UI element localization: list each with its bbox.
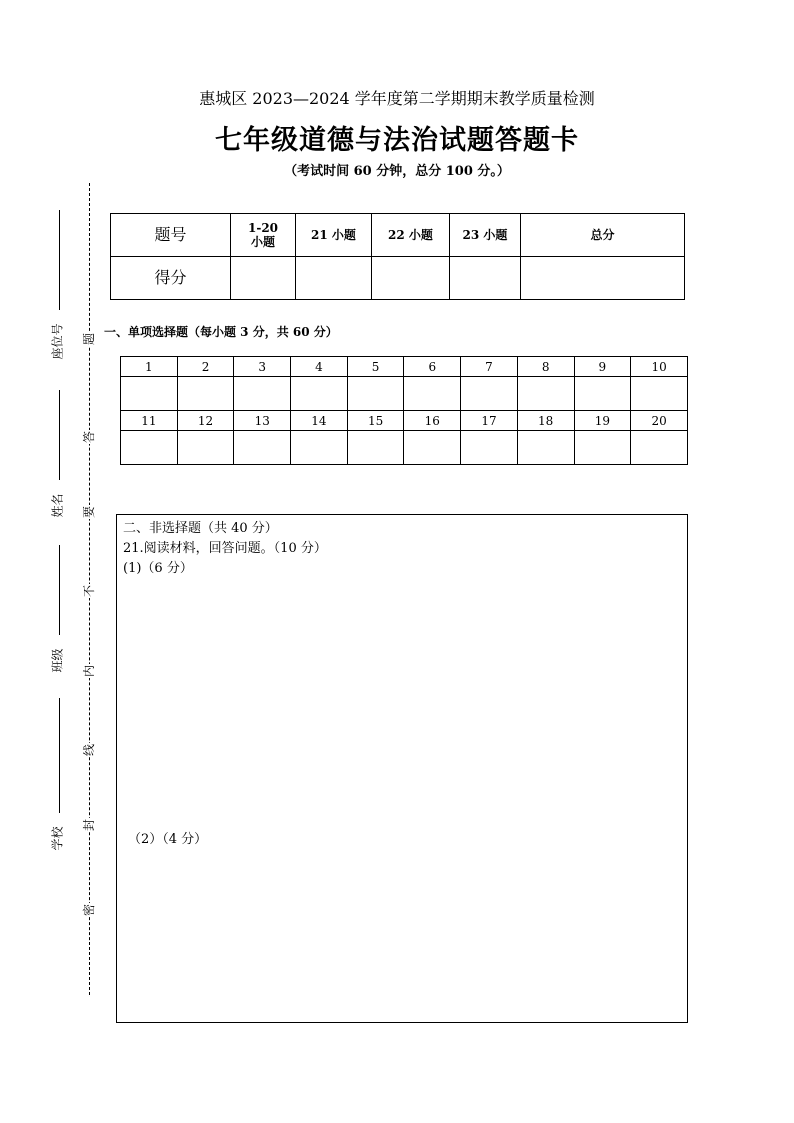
answer-cell[interactable] — [121, 431, 178, 465]
non-choice-answer-box[interactable] — [116, 514, 688, 1023]
question-number-cell: 20 — [631, 411, 688, 431]
answer-cell[interactable] — [234, 377, 291, 411]
score-cell[interactable] — [231, 257, 296, 300]
exam-time-note: （考试时间 60 分钟，总分 100 分。） — [284, 164, 510, 179]
seal-char: 不 — [82, 585, 96, 598]
score-cell[interactable] — [372, 257, 450, 300]
class-write-line[interactable] — [59, 545, 60, 635]
question-number-cell: 12 — [177, 411, 234, 431]
question-number-cell: 5 — [347, 357, 404, 377]
question-number-cell: 9 — [574, 357, 631, 377]
answer-cell[interactable] — [461, 377, 518, 411]
answer-cell[interactable] — [291, 431, 348, 465]
score-header-23: 23 小题 — [450, 214, 521, 257]
answer-cell[interactable] — [347, 377, 404, 411]
seal-char: 答 — [82, 431, 96, 444]
answer-cell[interactable] — [461, 431, 518, 465]
score-header-1-20 — [231, 214, 296, 257]
score-cell[interactable] — [450, 257, 521, 300]
answer-cell[interactable] — [631, 431, 688, 465]
question-number-cell: 3 — [234, 357, 291, 377]
answer-cell[interactable] — [574, 431, 631, 465]
answer-cell[interactable] — [234, 431, 291, 465]
question-number-cell: 4 — [291, 357, 348, 377]
class-label: 班级 — [50, 648, 65, 673]
score-header-22: 22 小题 — [372, 214, 450, 257]
question-number-cell: 11 — [121, 411, 178, 431]
seat-number-write-line[interactable] — [59, 210, 60, 310]
question-number-cell: 8 — [517, 357, 574, 377]
seal-char: 密 — [82, 904, 96, 917]
section1-title: 一、单项选择题（每小题 3 分，共 60 分） — [104, 325, 338, 339]
question-number-cell: 6 — [404, 357, 461, 377]
score-header-1-20-line1: 1-20 — [247, 221, 279, 235]
question-number-cell: 19 — [574, 411, 631, 431]
score-header-question-no: 题号 — [111, 214, 231, 257]
question-21-part1: (1)（6 分） — [123, 561, 193, 576]
seal-char: 封 — [82, 819, 96, 832]
score-row-label: 得分 — [111, 257, 231, 300]
score-header-21: 21 小题 — [296, 214, 372, 257]
seal-char: 题 — [82, 333, 96, 346]
question-number-cell: 7 — [461, 357, 518, 377]
question-21-title: 21.阅读材料，回答问题。（10 分） — [123, 541, 327, 556]
answer-cell[interactable] — [177, 377, 234, 411]
answer-cell[interactable] — [291, 377, 348, 411]
answer-card-title: 七年级道德与法治试题答题卡 — [215, 125, 579, 156]
school-write-line[interactable] — [59, 698, 60, 813]
score-cell[interactable] — [521, 257, 685, 300]
seal-char: 内 — [82, 665, 96, 678]
question-number-cell: 10 — [631, 357, 688, 377]
answer-cell[interactable] — [177, 431, 234, 465]
question-21-part2: （2）（4 分） — [128, 832, 208, 847]
section2-title: 二、非选择题（共 40 分） — [123, 521, 278, 536]
seal-char: 线 — [82, 744, 96, 757]
name-label: 姓名 — [50, 493, 65, 518]
name-write-line[interactable] — [59, 390, 60, 480]
seal-char: 要 — [82, 506, 96, 519]
question-number-cell: 14 — [291, 411, 348, 431]
question-number-cell: 2 — [177, 357, 234, 377]
answer-cell[interactable] — [404, 431, 461, 465]
question-number-cell: 13 — [234, 411, 291, 431]
seat-number-label: 座位号 — [50, 323, 65, 360]
answer-cell[interactable] — [121, 377, 178, 411]
score-header-total: 总分 — [521, 214, 685, 257]
question-number-cell: 15 — [347, 411, 404, 431]
answer-cell[interactable] — [404, 377, 461, 411]
score-cell[interactable] — [296, 257, 372, 300]
answer-cell[interactable] — [517, 377, 574, 411]
choice-answer-grid — [120, 356, 688, 465]
school-label: 学校 — [50, 826, 65, 851]
score-table — [110, 213, 685, 300]
score-header-1-20-line2: 小题 — [250, 235, 275, 249]
answer-cell[interactable] — [517, 431, 574, 465]
question-number-cell: 18 — [517, 411, 574, 431]
question-number-cell: 1 — [121, 357, 178, 377]
exam-school-title: 惠城区 2023—2024 学年度第二学期期末教学质量检测 — [199, 89, 595, 108]
question-number-cell: 16 — [404, 411, 461, 431]
answer-cell[interactable] — [574, 377, 631, 411]
answer-cell[interactable] — [631, 377, 688, 411]
answer-cell[interactable] — [347, 431, 404, 465]
question-number-cell: 17 — [461, 411, 518, 431]
